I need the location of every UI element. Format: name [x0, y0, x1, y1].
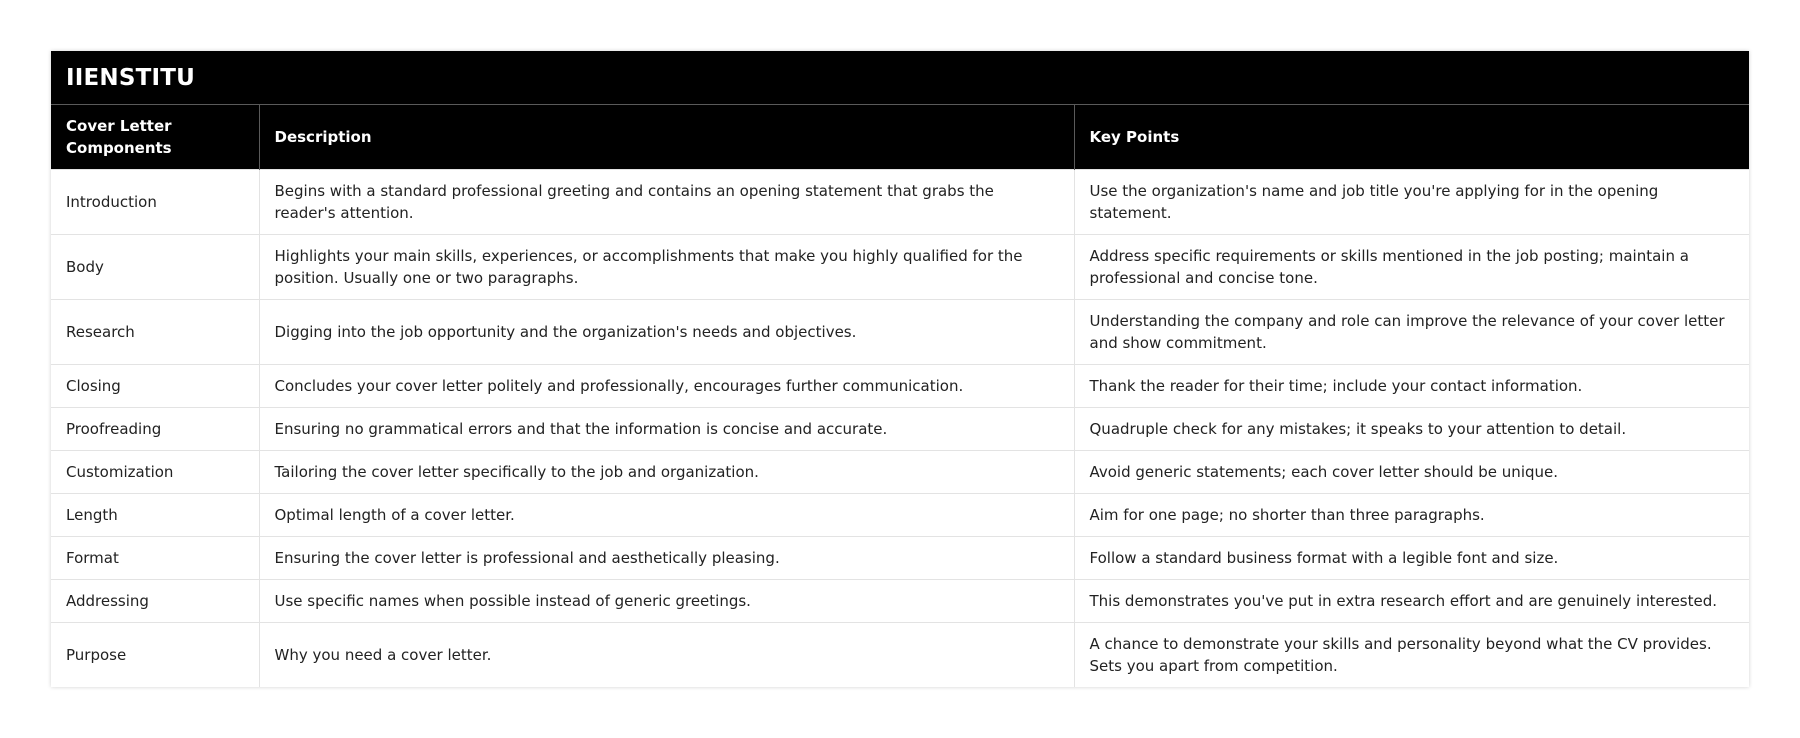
cell-key-points: Use the organization's name and job title you're applying for in the opening statement. [1074, 170, 1749, 235]
cell-component: Body [51, 235, 259, 300]
column-header-description: Description [259, 105, 1074, 170]
cell-key-points: Thank the reader for their time; include your contact information. [1074, 365, 1749, 408]
cell-description: Optimal length of a cover letter. [259, 494, 1074, 537]
table-body [51, 170, 1749, 688]
brand-title: IIENSTITU [51, 51, 1749, 105]
table-row [51, 580, 1749, 623]
cell-description: Use specific names when possible instead of generic greetings. [259, 580, 1074, 623]
cell-description: Begins with a standard professional greeting and contains an opening statement that grabs the reader's attention. [259, 170, 1074, 235]
cell-description: Ensuring the cover letter is professional and aesthetically pleasing. [259, 537, 1074, 580]
cell-key-points: Address specific requirements or skills mentioned in the job posting; maintain a professional and concise tone. [1074, 235, 1749, 300]
cell-description: Why you need a cover letter. [259, 623, 1074, 688]
cell-component: Introduction [51, 170, 259, 235]
table-row [51, 170, 1749, 235]
cell-key-points: Understanding the company and role can improve the relevance of your cover letter and show commitment. [1074, 300, 1749, 365]
cell-component: Closing [51, 365, 259, 408]
cell-key-points: Follow a standard business format with a legible font and size. [1074, 537, 1749, 580]
cell-component: Proofreading [51, 408, 259, 451]
cell-component: Format [51, 537, 259, 580]
table-row [51, 494, 1749, 537]
cell-component: Purpose [51, 623, 259, 688]
cell-description: Tailoring the cover letter specifically to the job and organization. [259, 451, 1074, 494]
cell-component: Customization [51, 451, 259, 494]
cell-component: Research [51, 300, 259, 365]
table-row [51, 451, 1749, 494]
table-row [51, 623, 1749, 688]
table-row [51, 537, 1749, 580]
table-row [51, 300, 1749, 365]
table-header [51, 105, 1749, 170]
cover-letter-table [51, 105, 1749, 687]
cell-key-points: Quadruple check for any mistakes; it speaks to your attention to detail. [1074, 408, 1749, 451]
cell-description: Digging into the job opportunity and the organization's needs and objectives. [259, 300, 1074, 365]
cell-key-points: A chance to demonstrate your skills and personality beyond what the CV provides. Sets you apart from competition. [1074, 623, 1749, 688]
table-row [51, 408, 1749, 451]
cell-key-points: Avoid generic statements; each cover letter should be unique. [1074, 451, 1749, 494]
column-header-key-points: Key Points [1074, 105, 1749, 170]
header-row [51, 105, 1749, 170]
table-row [51, 365, 1749, 408]
cell-description: Highlights your main skills, experiences, or accomplishments that make you highly qualified for the position. Usually one or two paragraphs. [259, 235, 1074, 300]
cell-description: Concludes your cover letter politely and professionally, encourages further communication. [259, 365, 1074, 408]
column-header-components: Cover Letter Components [51, 105, 259, 170]
cell-component: Addressing [51, 580, 259, 623]
cover-letter-table-card [51, 51, 1749, 687]
cell-description: Ensuring no grammatical errors and that the information is concise and accurate. [259, 408, 1074, 451]
cell-key-points: This demonstrates you've put in extra research effort and are genuinely interested. [1074, 580, 1749, 623]
cell-key-points: Aim for one page; no shorter than three paragraphs. [1074, 494, 1749, 537]
cell-component: Length [51, 494, 259, 537]
table-row [51, 235, 1749, 300]
